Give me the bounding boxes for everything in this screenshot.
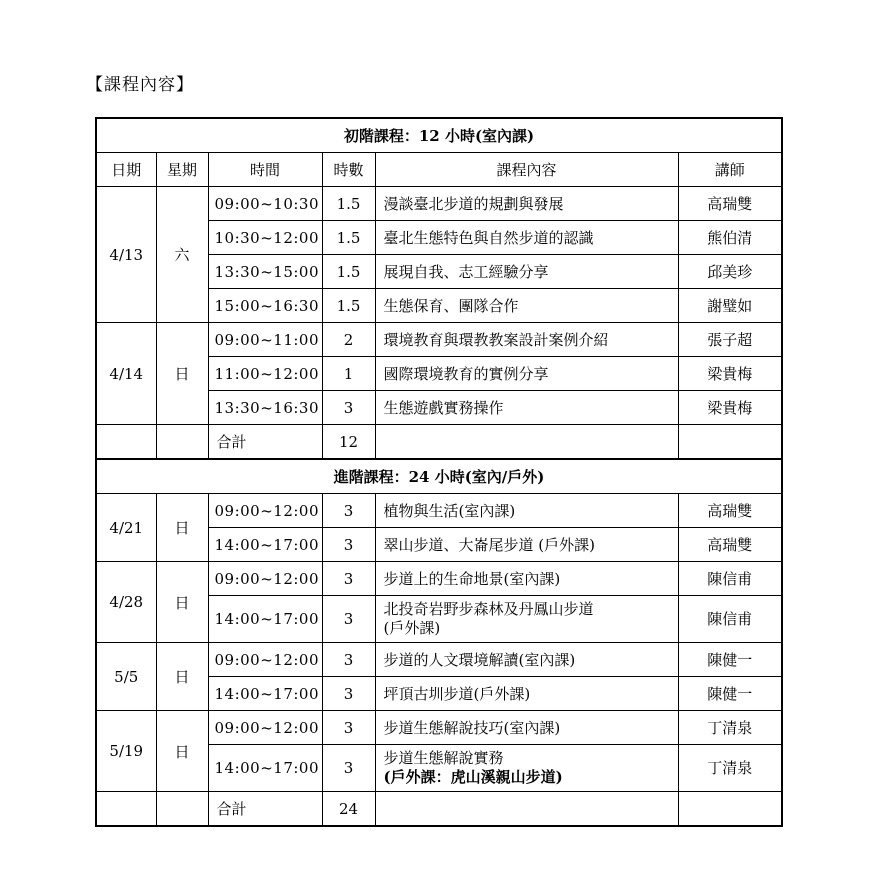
header-content: 課程內容 — [375, 153, 678, 187]
time-cell: 09:00~12:00 — [208, 494, 322, 528]
content-cell: 生態遊戲實務操作 — [375, 391, 678, 425]
time-cell: 14:00~17:00 — [208, 745, 322, 792]
time-cell: 15:00~16:30 — [208, 289, 322, 323]
hours-cell: 1.5 — [322, 255, 375, 289]
time-cell: 11:00~12:00 — [208, 357, 322, 391]
course-schedule-table — [95, 117, 783, 827]
header-lecturer: 講師 — [678, 153, 782, 187]
date-cell: 5/5 — [96, 643, 156, 711]
weekday-cell: 六 — [156, 187, 208, 323]
table-row — [96, 187, 782, 221]
advanced-course-title: 進階課程：24 小時(室內/戶外) — [96, 459, 782, 494]
content-cell: 生態保育、團隊合作 — [375, 289, 678, 323]
empty-cell — [375, 425, 678, 460]
date-cell: 4/28 — [96, 562, 156, 643]
content-line: (戶外課) — [383, 619, 441, 637]
lecturer-cell: 陳健一 — [678, 643, 782, 677]
hours-cell: 3 — [322, 643, 375, 677]
content-line: (戶外課：虎山溪親山步道) — [383, 768, 563, 786]
table-header-row — [96, 153, 782, 187]
empty-cell — [375, 792, 678, 827]
hours-cell: 3 — [322, 745, 375, 792]
table-row — [96, 643, 782, 677]
hours-cell: 1.5 — [322, 187, 375, 221]
basic-total-row — [96, 425, 782, 460]
hours-cell: 1.5 — [322, 289, 375, 323]
total-label: 合計 — [208, 792, 322, 827]
content-cell: 步道生態解說技巧(室內課) — [375, 711, 678, 745]
time-cell: 13:30~16:30 — [208, 391, 322, 425]
lecturer-cell: 高瑞雙 — [678, 187, 782, 221]
hours-cell: 3 — [322, 494, 375, 528]
table-row — [96, 711, 782, 745]
time-cell: 10:30~12:00 — [208, 221, 322, 255]
content-cell: 臺北生態特色與自然步道的認識 — [375, 221, 678, 255]
header-weekday: 星期 — [156, 153, 208, 187]
content-cell: 國際環境教育的實例分享 — [375, 357, 678, 391]
hours-cell: 3 — [322, 391, 375, 425]
date-cell: 4/13 — [96, 187, 156, 323]
weekday-cell: 日 — [156, 711, 208, 792]
empty-cell — [96, 425, 156, 460]
lecturer-cell: 張子超 — [678, 323, 782, 357]
time-cell: 09:00~12:00 — [208, 562, 322, 596]
advanced-total-row — [96, 792, 782, 827]
content-line: 步道生態解說實務 — [383, 749, 504, 767]
empty-cell — [156, 792, 208, 827]
table-row — [96, 494, 782, 528]
lecturer-cell: 丁清泉 — [678, 745, 782, 792]
date-cell: 4/21 — [96, 494, 156, 562]
advanced-course-title-row — [96, 459, 782, 494]
weekday-cell: 日 — [156, 494, 208, 562]
hours-cell: 3 — [322, 711, 375, 745]
lecturer-cell: 陳信甫 — [678, 562, 782, 596]
weekday-cell: 日 — [156, 323, 208, 425]
total-hours: 12 — [322, 425, 375, 460]
table-row — [96, 562, 782, 596]
lecturer-cell: 熊伯清 — [678, 221, 782, 255]
date-cell: 4/14 — [96, 323, 156, 425]
weekday-cell: 日 — [156, 643, 208, 711]
lecturer-cell: 邱美珍 — [678, 255, 782, 289]
lecturer-cell: 陳健一 — [678, 677, 782, 711]
content-cell — [375, 745, 678, 792]
content-cell: 坪頂古圳步道(戶外課) — [375, 677, 678, 711]
lecturer-cell: 陳信甫 — [678, 596, 782, 643]
content-cell: 環境教育與環教教案設計案例介紹 — [375, 323, 678, 357]
time-cell: 13:30~15:00 — [208, 255, 322, 289]
lecturer-cell: 高瑞雙 — [678, 528, 782, 562]
time-cell: 09:00~12:00 — [208, 711, 322, 745]
time-cell: 14:00~17:00 — [208, 596, 322, 643]
lecturer-cell: 梁貴梅 — [678, 357, 782, 391]
content-cell: 漫談臺北步道的規劃與發展 — [375, 187, 678, 221]
time-cell: 09:00~12:00 — [208, 643, 322, 677]
lecturer-cell: 梁貴梅 — [678, 391, 782, 425]
content-cell: 翠山步道、大崙尾步道 (戶外課) — [375, 528, 678, 562]
hours-cell: 1 — [322, 357, 375, 391]
time-cell: 14:00~17:00 — [208, 677, 322, 711]
time-cell: 14:00~17:00 — [208, 528, 322, 562]
total-hours: 24 — [322, 792, 375, 827]
content-cell: 植物與生活(室內課) — [375, 494, 678, 528]
hours-cell: 1.5 — [322, 221, 375, 255]
hours-cell: 3 — [322, 596, 375, 643]
empty-cell — [96, 792, 156, 827]
basic-course-title: 初階課程：12 小時(室內課) — [96, 118, 782, 153]
empty-cell — [678, 425, 782, 460]
basic-course-title-row — [96, 118, 782, 153]
time-cell: 09:00~11:00 — [208, 323, 322, 357]
content-cell: 步道的人文環境解讀(室內課) — [375, 643, 678, 677]
header-time: 時間 — [208, 153, 322, 187]
hours-cell: 3 — [322, 677, 375, 711]
empty-cell — [156, 425, 208, 460]
lecturer-cell: 謝璧如 — [678, 289, 782, 323]
hours-cell: 2 — [322, 323, 375, 357]
weekday-cell: 日 — [156, 562, 208, 643]
content-cell — [375, 596, 678, 643]
lecturer-cell: 高瑞雙 — [678, 494, 782, 528]
content-cell: 展現自我、志工經驗分享 — [375, 255, 678, 289]
total-label: 合計 — [208, 425, 322, 460]
hours-cell: 3 — [322, 528, 375, 562]
content-cell: 步道上的生命地景(室內課) — [375, 562, 678, 596]
date-cell: 5/19 — [96, 711, 156, 792]
page-heading: 【課程內容】 — [86, 75, 194, 95]
lecturer-cell: 丁清泉 — [678, 711, 782, 745]
time-cell: 09:00~10:30 — [208, 187, 322, 221]
header-date: 日期 — [96, 153, 156, 187]
table-row — [96, 323, 782, 357]
hours-cell: 3 — [322, 562, 375, 596]
content-line: 北投奇岩野步森林及丹鳳山步道 — [383, 600, 594, 618]
header-hours: 時數 — [322, 153, 375, 187]
empty-cell — [678, 792, 782, 827]
